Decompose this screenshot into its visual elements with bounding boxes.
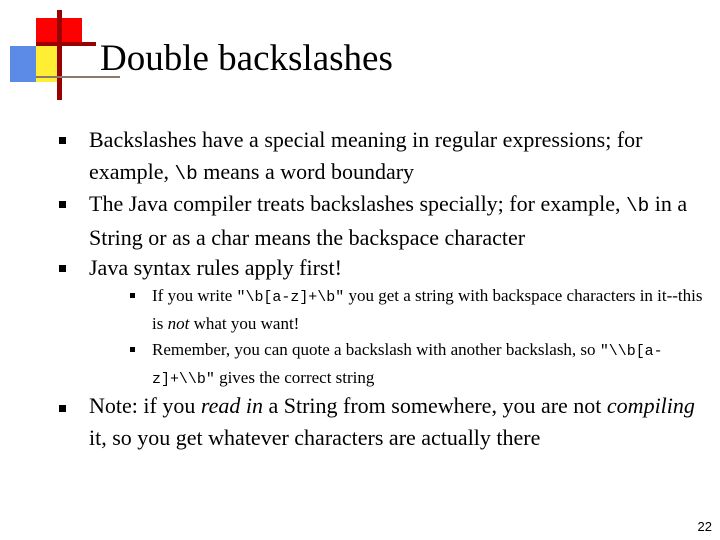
sub-bullet-marker <box>130 347 135 352</box>
bullet-2-code: \b <box>625 195 650 217</box>
slide-title: Double backslashes <box>100 38 393 79</box>
bullet-2-text-end: in a String or as a char means the backspace character <box>89 191 688 250</box>
bullet-1-text: Backslashes have a special meaning in regular expressions; for example, <box>89 127 643 184</box>
sub-bullet-2 <box>152 337 712 393</box>
bullet-2-text: The Java compiler treats backslashes specially; for example, <box>89 191 626 216</box>
bullet-4-text-end: it, so you get whatever characters are actually there <box>89 425 541 450</box>
bullet-1-text-end: means a word boundary <box>197 159 415 184</box>
sub-bullet-1-code: "\b[a-z]+\b" <box>236 290 345 306</box>
sub-bullet-1 <box>152 283 712 337</box>
logo-red-square-2 <box>62 18 82 44</box>
bullet-4-emphasis-2: compiling <box>606 393 695 418</box>
sub-bullet-2-text-end: gives the correct string <box>214 368 375 387</box>
sub-bullet-2-code: "\\b[a-z]+\\b" <box>152 344 663 388</box>
sub-bullet-marker <box>130 293 135 298</box>
bullet-marker <box>59 265 66 272</box>
bullet-2 <box>89 188 709 254</box>
bullet-3 <box>89 252 709 284</box>
sub-bullet-1-text-mid: you get a string with backspace characters in it--this is <box>152 286 703 333</box>
bullet-4-text-mid: a String from somewhere, you are not <box>262 393 607 418</box>
sub-bullet-2-text: Remember, you can quote a backslash with another backslash, so <box>152 340 600 359</box>
bullet-1 <box>89 124 709 190</box>
bullet-marker <box>59 405 66 412</box>
bullet-marker <box>59 201 66 208</box>
bullet-4-emphasis-1: read in <box>200 393 263 418</box>
bullet-4-text: Note: if you <box>89 393 201 418</box>
bullet-3-text: Java syntax rules apply first! <box>89 255 342 280</box>
logo-red-square <box>36 18 60 44</box>
bullet-4 <box>89 390 709 454</box>
sub-bullet-1-text-end: what you want! <box>189 314 300 333</box>
logo-vertical-bar <box>57 10 62 100</box>
sub-bullet-1-text: If you write <box>152 286 237 305</box>
sub-bullet-1-emphasis: not <box>167 314 190 333</box>
logo-blue-square <box>10 46 36 82</box>
page-number: 22 <box>697 519 712 534</box>
bullet-1-code: \b <box>174 163 198 185</box>
logo-horizontal-bar <box>36 42 96 46</box>
bullet-marker <box>59 137 66 144</box>
